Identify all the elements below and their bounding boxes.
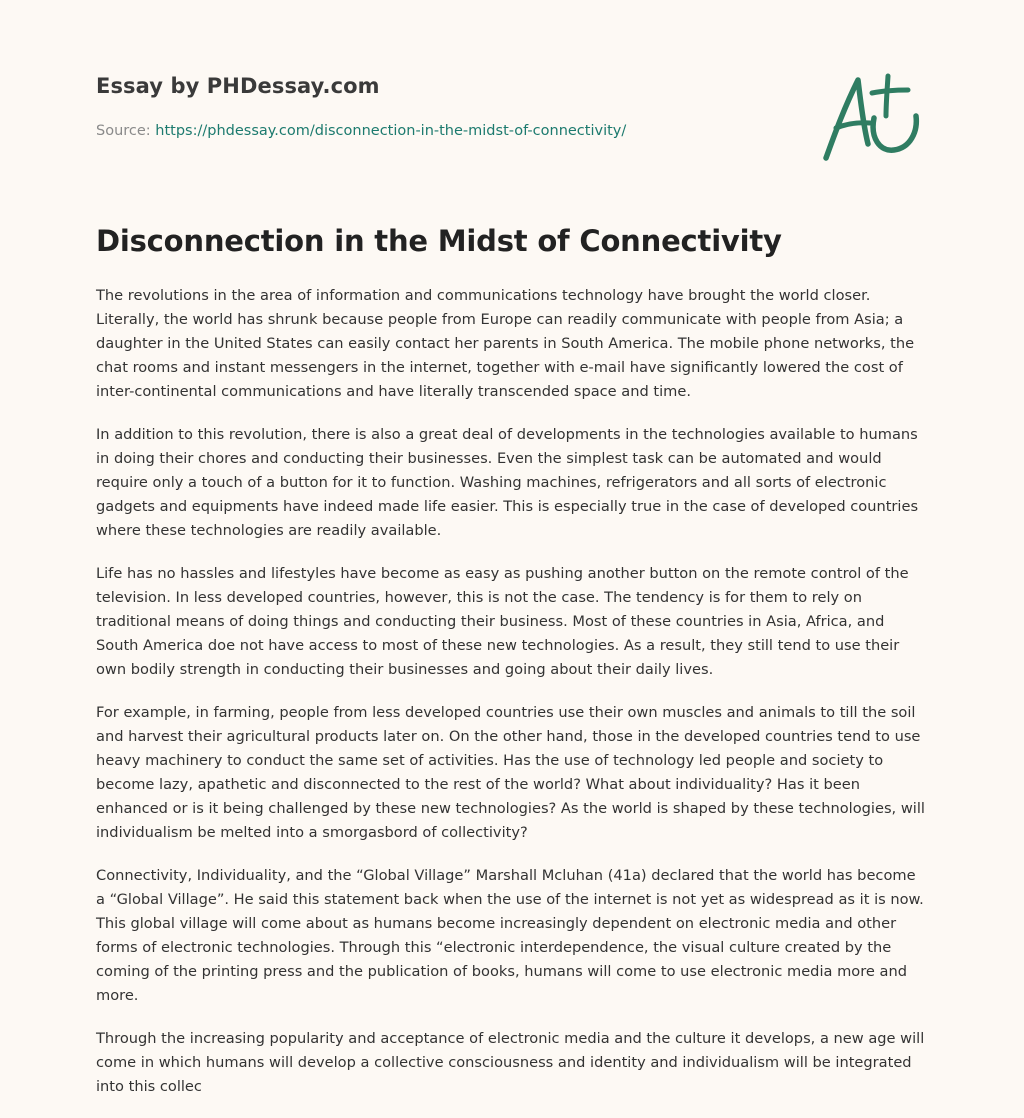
essay-paragraph: Connectivity, Individuality, and the “Global Village” Marshall Mcluhan (41a) declared that the world has become a “Global Village”. He said this statement back when the use of the internet is not yet as widespread as it is now. This global village will come about as humans become increasingly dependent on electronic media and other forms of electronic technologies. Through this “electronic interdependence, the visual culture created by the coming of the printing press and the publication of books, humans will come to use electronic media more and more. <box>96 867 924 1004</box>
essay-title: Disconnection in the Midst of Connectivity <box>96 224 782 258</box>
site-brand: Essay by PHDessay.com <box>96 74 380 98</box>
source-label: Source: <box>96 123 156 139</box>
essay-paragraph: The revolutions in the area of information and communications technology have brought the world closer. Literally, the world has shrunk because people from Europe can readily communicate with people from Asia; a daughter in the United States can easily contact her parents in South America. The mobile phone networks, the chat rooms and instant messengers in the internet, together with e-mail have significantly lowered the cost of inter-continental communications and have literally transcended space and time. <box>96 287 915 400</box>
essay-paragraph: In addition to this revolution, there is also a great deal of developments in the technologies available to humans in doing their chores and conducting their businesses. Even the simplest task can be automated and would require only a touch of a button for it to function. Washing machines, refrigerators and all sorts of electronic gadgets and equipments have indeed made life easier. This is especially true in the case of developed countries where these technologies are readily available. <box>96 426 919 539</box>
source-line <box>96 123 626 139</box>
essay-paragraph: Life has no hassles and lifestyles have become as easy as pushing another button on the remote control of the television. In less developed countries, however, this is not the case. The tendency is for them to rely on traditional means of doing things and conducting their business. Most of these countries in Asia, Africa, and South America doe not have access to most of these new technologies. As a result, they still tend to use their own bodily strength in conducting their businesses and going about their daily lives. <box>96 565 909 678</box>
essay-paragraph: For example, in farming, people from less developed countries use their own muscles and animals to till the soil and harvest their agricultural products later on. On the other hand, those in the developed countries tend to use heavy machinery to conduct the same set of activities. Has the use of technology led people and society to become lazy, apathetic and disconnected to the rest of the world? What about individuality? Has it been enhanced or is it being challenged by these new technologies? As the world is shaped by these technologies, will individualism be melted into a smorgasbord of collectivity? <box>96 704 925 841</box>
a-plus-logo-icon <box>820 66 928 166</box>
essay-paragraph: Through the increasing popularity and acceptance of electronic media and the culture it develops, a new age will come in which humans will develop a collective consciousness and identity and individualism will be integrated into this collec <box>96 1030 925 1095</box>
essay-body <box>96 284 928 1118</box>
source-link[interactable]: https://phdessay.com/disconnection-in-the-midst-of-connectivity/ <box>155 123 627 139</box>
